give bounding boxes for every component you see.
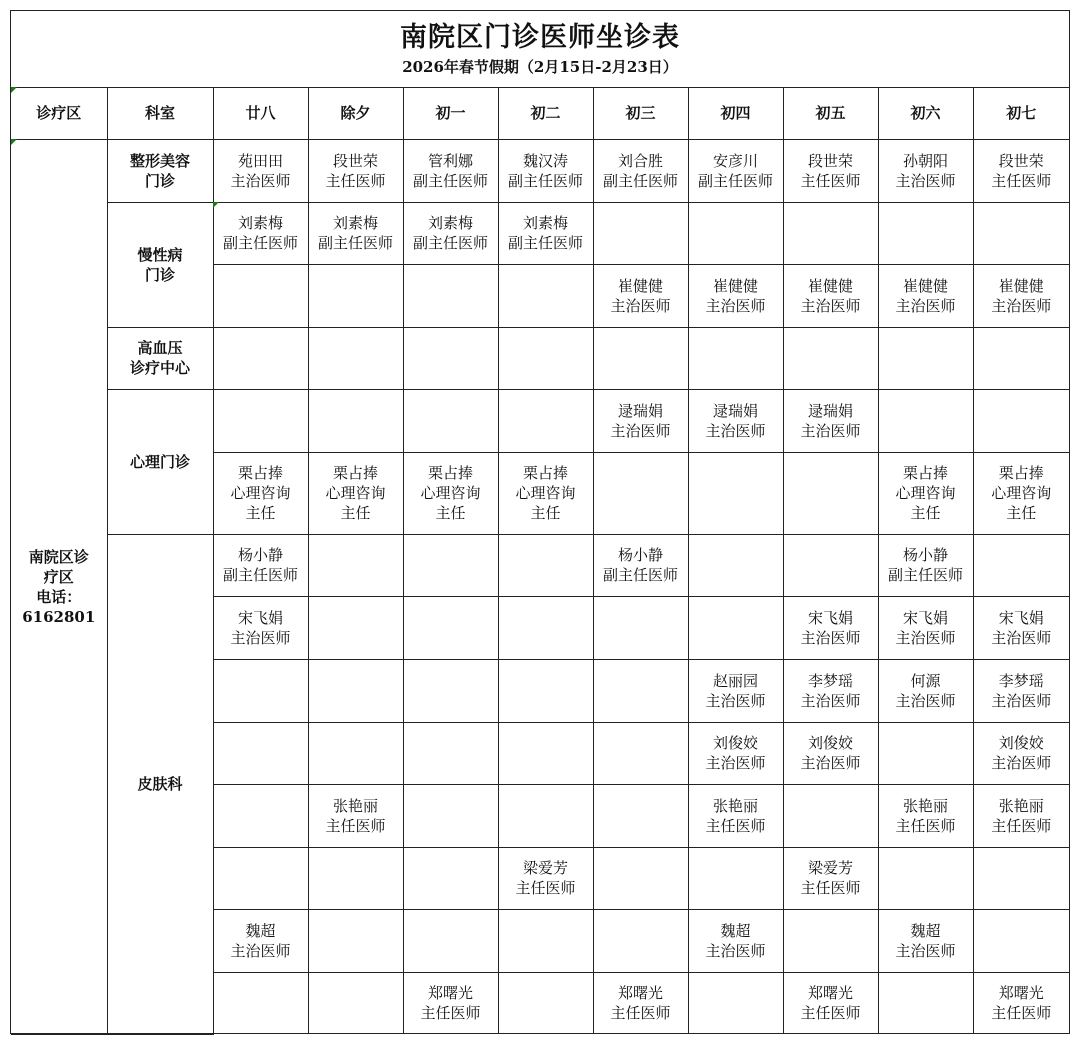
cell-text-line: 主治医师 bbox=[991, 754, 1052, 772]
header-day-chuwu: 初五 bbox=[783, 87, 878, 139]
cell-text-line: 主任医师 bbox=[991, 1004, 1052, 1023]
doctor-cell bbox=[403, 202, 498, 264]
cell-text-line: 魏汉涛 bbox=[522, 151, 568, 170]
empty-cell bbox=[403, 389, 498, 452]
empty-cell bbox=[688, 534, 783, 596]
empty-cell bbox=[593, 847, 688, 909]
cell-text-line: 主治医师 bbox=[991, 628, 1052, 647]
cell-text-line: 副主任医师 bbox=[697, 171, 773, 190]
cell-text-line: 杨小静 bbox=[617, 546, 663, 564]
cell-text-line: 刘俊姣 bbox=[998, 734, 1044, 752]
doctor-cell bbox=[213, 909, 308, 972]
doctor-cell bbox=[593, 534, 688, 596]
doctor-cell bbox=[213, 139, 308, 202]
cell-text-line: 李梦瑶 bbox=[807, 671, 853, 690]
empty-cell bbox=[403, 847, 498, 909]
empty-cell bbox=[878, 202, 973, 264]
doctor-cell bbox=[213, 534, 308, 596]
doctor-cell bbox=[688, 722, 783, 784]
empty-cell bbox=[688, 202, 783, 264]
empty-cell bbox=[878, 389, 973, 452]
empty-cell bbox=[213, 327, 308, 389]
cell-text-line: 主治医师 bbox=[705, 941, 766, 960]
cell-text-line: 主治医师 bbox=[230, 171, 291, 190]
doctor-cell bbox=[783, 722, 878, 784]
doctor-cell bbox=[688, 909, 783, 972]
empty-cell bbox=[403, 659, 498, 722]
table-row bbox=[11, 139, 1069, 202]
empty-cell bbox=[403, 909, 498, 972]
doctor-cell bbox=[593, 139, 688, 202]
cell-text-line: 主任医师 bbox=[515, 879, 576, 897]
empty-cell bbox=[213, 972, 308, 1034]
empty-cell bbox=[783, 534, 878, 596]
cell-text-line: 心理咨询 bbox=[895, 484, 956, 502]
empty-cell bbox=[593, 327, 688, 389]
cell-text-line: 主任医师 bbox=[800, 171, 861, 190]
cell-text-line: 主治医师 bbox=[895, 171, 956, 190]
empty-cell bbox=[498, 389, 593, 452]
cell-text-line: 张艳丽 bbox=[332, 796, 378, 815]
doctor-cell bbox=[783, 139, 878, 202]
empty-cell bbox=[308, 722, 403, 784]
cell-text-line: 郑曙光 bbox=[427, 984, 473, 1003]
empty-cell bbox=[403, 784, 498, 847]
empty-cell bbox=[593, 722, 688, 784]
cell-text-line: 杨小静 bbox=[237, 546, 283, 564]
page-subtitle: 2026年春节假期（2月15日-2月23日） bbox=[402, 58, 678, 76]
cell-text-line: 逯瑞娟 bbox=[712, 401, 758, 420]
cell-text-line: 宋飞娟 bbox=[237, 608, 283, 627]
empty-cell bbox=[688, 452, 783, 534]
schedule-sheet bbox=[10, 10, 1070, 1034]
cell-text-line: 主治医师 bbox=[610, 296, 671, 315]
cell-text-line: 主治医师 bbox=[230, 941, 291, 960]
cell-text-line: 栗占捧 bbox=[237, 464, 283, 482]
doctor-cell bbox=[308, 784, 403, 847]
cell-text-line: 崔健健 bbox=[617, 276, 663, 295]
empty-cell bbox=[308, 596, 403, 659]
empty-cell bbox=[688, 596, 783, 659]
empty-cell bbox=[688, 327, 783, 389]
cell-text-line: 崔健健 bbox=[807, 276, 853, 295]
empty-cell bbox=[878, 847, 973, 909]
doctor-cell bbox=[593, 389, 688, 452]
doctor-cell bbox=[973, 264, 1069, 327]
doctor-cell bbox=[688, 264, 783, 327]
cell-text-line: 管利娜 bbox=[427, 151, 473, 170]
empty-cell bbox=[593, 202, 688, 264]
doctor-cell bbox=[498, 202, 593, 264]
empty-cell bbox=[498, 784, 593, 847]
doctor-cell bbox=[783, 847, 878, 909]
empty-cell bbox=[593, 784, 688, 847]
cell-text-line: 刘俊姣 bbox=[807, 734, 853, 752]
doctor-cell bbox=[973, 972, 1069, 1034]
cell-text-line: 主任医师 bbox=[895, 816, 956, 835]
empty-cell bbox=[308, 972, 403, 1034]
doctor-cell bbox=[688, 659, 783, 722]
cell-text-line: 主治医师 bbox=[800, 628, 861, 647]
doctor-cell bbox=[878, 659, 973, 722]
cell-text-line: 心理咨询 bbox=[515, 484, 576, 502]
doctor-cell bbox=[403, 452, 498, 534]
cell-text-line: 主治医师 bbox=[800, 296, 861, 315]
cell-marker bbox=[11, 139, 17, 145]
cell-text-line: 郑曙光 bbox=[998, 984, 1044, 1003]
empty-cell bbox=[498, 659, 593, 722]
cell-text-line: 魏超 bbox=[910, 921, 941, 940]
doctor-cell bbox=[878, 452, 973, 534]
cell-text-line: 副主任医师 bbox=[412, 171, 488, 190]
cell-text-line: 李梦瑶 bbox=[998, 671, 1044, 690]
doctor-cell bbox=[688, 784, 783, 847]
empty-cell bbox=[498, 327, 593, 389]
cell-text-line: 主治医师 bbox=[895, 628, 956, 647]
cell-text-line: 刘素梅 bbox=[522, 214, 568, 232]
doctor-cell bbox=[783, 596, 878, 659]
cell-text-line: 主治医师 bbox=[230, 628, 291, 647]
empty-cell bbox=[498, 909, 593, 972]
cell-text-line: 栗占捧 bbox=[332, 464, 378, 482]
doctor-cell bbox=[973, 784, 1069, 847]
doctor-cell bbox=[878, 534, 973, 596]
dept-psychology: 心理门诊 bbox=[107, 389, 213, 534]
empty-cell bbox=[213, 784, 308, 847]
cell-text-line: 副主任医师 bbox=[317, 234, 393, 252]
empty-cell bbox=[403, 327, 498, 389]
cell-text-line: 疗区 bbox=[43, 567, 74, 586]
empty-cell bbox=[213, 659, 308, 722]
cell-text-line: 副主任医师 bbox=[507, 171, 583, 190]
cell-text-line: 副主任医师 bbox=[602, 171, 678, 190]
header-area: 诊疗区 bbox=[11, 87, 107, 139]
empty-cell bbox=[783, 327, 878, 389]
header-day-chuer: 初二 bbox=[498, 87, 593, 139]
doctor-cell bbox=[403, 972, 498, 1034]
doctor-cell bbox=[308, 452, 403, 534]
cell-text-line: 副主任医师 bbox=[222, 234, 298, 252]
empty-cell bbox=[308, 389, 403, 452]
header-day-chuliu: 初六 bbox=[878, 87, 973, 139]
doctor-cell bbox=[213, 202, 308, 264]
cell-text-line: 主治医师 bbox=[705, 296, 766, 315]
empty-cell bbox=[973, 909, 1069, 972]
doctor-cell bbox=[878, 596, 973, 659]
cell-text-line: 副主任医师 bbox=[887, 566, 963, 584]
cell-text-line: 主治医师 bbox=[705, 691, 766, 710]
cell-text-line: 主治医师 bbox=[800, 421, 861, 440]
cell-text-line: 主任 bbox=[245, 504, 276, 522]
cell-text-line: 栗占捧 bbox=[998, 464, 1044, 482]
cell-text-line: 心理咨询 bbox=[325, 484, 386, 502]
empty-cell bbox=[498, 534, 593, 596]
cell-text-line: 主治医师 bbox=[705, 421, 766, 440]
doctor-cell bbox=[973, 452, 1069, 534]
cell-text-line: 宋飞娟 bbox=[902, 608, 948, 627]
cell-text-line: 主治医师 bbox=[800, 754, 861, 772]
empty-cell bbox=[688, 847, 783, 909]
cell-text-line: 主任医师 bbox=[800, 879, 861, 897]
doctor-cell bbox=[973, 596, 1069, 659]
cell-marker bbox=[213, 202, 219, 208]
cell-text-line: 主治医师 bbox=[705, 754, 766, 772]
dept-hypertension-center bbox=[107, 327, 213, 389]
cell-text-line: 高血压 bbox=[137, 339, 183, 357]
empty-cell bbox=[878, 722, 973, 784]
cell-text-line: 主任 bbox=[435, 504, 466, 522]
doctor-cell bbox=[973, 139, 1069, 202]
empty-cell bbox=[308, 847, 403, 909]
empty-cell bbox=[688, 972, 783, 1034]
cell-text-line: 主任医师 bbox=[420, 1004, 481, 1023]
empty-cell bbox=[403, 264, 498, 327]
empty-cell bbox=[973, 389, 1069, 452]
cell-text-line: 郑曙光 bbox=[617, 984, 663, 1003]
doctor-cell bbox=[878, 264, 973, 327]
cell-text-line: 张艳丽 bbox=[998, 796, 1044, 815]
cell-text-line: 刘俊姣 bbox=[712, 734, 758, 752]
cell-text-line: 赵丽园 bbox=[712, 671, 758, 690]
title-block bbox=[11, 11, 1069, 88]
empty-cell bbox=[783, 452, 878, 534]
cell-text-line: 副主任医师 bbox=[412, 234, 488, 252]
empty-cell bbox=[213, 389, 308, 452]
doctor-cell bbox=[878, 139, 973, 202]
doctor-cell bbox=[498, 452, 593, 534]
empty-cell bbox=[308, 534, 403, 596]
cell-text-line: 何源 bbox=[910, 671, 941, 690]
doctor-cell bbox=[213, 452, 308, 534]
cell-text-line: 主任医师 bbox=[705, 816, 766, 835]
empty-cell bbox=[403, 722, 498, 784]
empty-cell bbox=[498, 264, 593, 327]
cell-text-line: 电话： bbox=[36, 587, 82, 606]
cell-text-line: 梁爱芳 bbox=[807, 859, 853, 877]
cell-text-line: 崔健健 bbox=[712, 276, 758, 295]
doctor-cell bbox=[688, 139, 783, 202]
cell-text-line: 苑田田 bbox=[237, 151, 283, 170]
page-title: 南院区门诊医师坐诊表 bbox=[400, 22, 680, 53]
dept-plastic-surgery bbox=[107, 139, 213, 202]
header-day-chuxi: 除夕 bbox=[308, 87, 403, 139]
cell-text-line: 主任 bbox=[530, 504, 561, 522]
cell-text-line: 整形美容 bbox=[129, 151, 190, 170]
empty-cell bbox=[973, 202, 1069, 264]
doctor-cell bbox=[403, 139, 498, 202]
empty-cell bbox=[878, 327, 973, 389]
doctor-cell bbox=[308, 202, 403, 264]
empty-cell bbox=[593, 659, 688, 722]
cell-text-line: 刘素梅 bbox=[332, 214, 378, 232]
header-day-chuyi: 初一 bbox=[403, 87, 498, 139]
doctor-cell bbox=[593, 972, 688, 1034]
cell-text-line: 刘素梅 bbox=[427, 214, 473, 232]
cell-text-line: 南院区诊 bbox=[28, 547, 89, 566]
cell-marker bbox=[11, 87, 17, 93]
doctor-cell bbox=[213, 596, 308, 659]
doctor-cell bbox=[688, 389, 783, 452]
empty-cell bbox=[308, 264, 403, 327]
header-day-chusan: 初三 bbox=[593, 87, 688, 139]
cell-text-line: 梁爱芳 bbox=[522, 859, 568, 877]
cell-text-line: 主治医师 bbox=[991, 296, 1052, 315]
empty-cell bbox=[498, 722, 593, 784]
cell-text-line: 主任医师 bbox=[325, 171, 386, 190]
cell-text-line: 主任 bbox=[1006, 504, 1037, 522]
cell-text-line: 段世荣 bbox=[807, 151, 853, 170]
empty-cell bbox=[213, 264, 308, 327]
cell-text-line: 孙朝阳 bbox=[902, 151, 948, 170]
cell-text-line: 主治医师 bbox=[610, 421, 671, 440]
cell-text-line: 心理咨询 bbox=[991, 484, 1052, 502]
cell-text-line: 栗占捧 bbox=[522, 464, 568, 482]
empty-cell bbox=[973, 847, 1069, 909]
cell-text-line: 主任 bbox=[910, 504, 941, 522]
empty-cell bbox=[973, 327, 1069, 389]
table-row bbox=[11, 389, 1069, 452]
cell-text-line: 主任医师 bbox=[991, 816, 1052, 835]
cell-text-line: 主治医师 bbox=[895, 941, 956, 960]
cell-text-line: 主治医师 bbox=[895, 296, 956, 315]
empty-cell bbox=[498, 596, 593, 659]
empty-cell bbox=[783, 909, 878, 972]
doctor-cell bbox=[783, 972, 878, 1034]
cell-text-line: 门诊 bbox=[144, 171, 175, 190]
cell-text-line: 副主任医师 bbox=[222, 566, 298, 584]
doctor-cell bbox=[783, 264, 878, 327]
empty-cell bbox=[403, 534, 498, 596]
cell-text-line: 张艳丽 bbox=[712, 796, 758, 815]
cell-text-line: 刘合胜 bbox=[617, 151, 663, 170]
doctor-cell bbox=[593, 264, 688, 327]
cell-text-line: 栗占捧 bbox=[902, 464, 948, 482]
table-row bbox=[11, 202, 1069, 264]
doctor-cell bbox=[308, 139, 403, 202]
doctor-cell bbox=[973, 659, 1069, 722]
dept-dermatology: 皮肤科 bbox=[107, 534, 213, 1034]
doctor-cell bbox=[973, 722, 1069, 784]
cell-text-line: 宋飞娟 bbox=[807, 608, 853, 627]
table-row bbox=[11, 327, 1069, 389]
cell-text-line: 主任 bbox=[340, 504, 371, 522]
cell-text-line: 6162801 bbox=[22, 607, 96, 626]
empty-cell bbox=[308, 659, 403, 722]
empty-cell bbox=[593, 596, 688, 659]
empty-cell bbox=[973, 534, 1069, 596]
empty-cell bbox=[213, 722, 308, 784]
cell-text-line: 段世荣 bbox=[998, 151, 1044, 170]
cell-text-line: 主治医师 bbox=[895, 691, 956, 710]
empty-cell bbox=[308, 327, 403, 389]
cell-text-line: 门诊 bbox=[144, 265, 175, 284]
header-day-chusi: 初四 bbox=[688, 87, 783, 139]
doctor-cell bbox=[783, 389, 878, 452]
cell-text-line: 逯瑞娟 bbox=[617, 401, 663, 420]
header-department: 科室 bbox=[107, 87, 213, 139]
doctor-cell bbox=[498, 847, 593, 909]
empty-cell bbox=[498, 972, 593, 1034]
cell-text-line: 张艳丽 bbox=[902, 796, 948, 815]
cell-text-line: 杨小静 bbox=[902, 546, 948, 564]
doctor-cell bbox=[878, 784, 973, 847]
cell-text-line: 心理咨询 bbox=[420, 484, 481, 502]
cell-text-line: 安彦川 bbox=[712, 151, 758, 170]
cell-text-line: 副主任医师 bbox=[602, 566, 678, 584]
header-row bbox=[11, 87, 1069, 139]
cell-text-line: 崔健健 bbox=[998, 276, 1044, 295]
empty-cell bbox=[783, 202, 878, 264]
cell-text-line: 主任医师 bbox=[325, 816, 386, 835]
cell-text-line: 主任医师 bbox=[610, 1004, 671, 1023]
doctor-cell bbox=[498, 139, 593, 202]
empty-cell bbox=[593, 452, 688, 534]
cell-text-line: 心理咨询 bbox=[230, 484, 291, 502]
cell-text-line: 刘素梅 bbox=[237, 214, 283, 232]
cell-text-line: 主治医师 bbox=[991, 691, 1052, 710]
header-day-ershiba: 廿八 bbox=[213, 87, 308, 139]
cell-text-line: 崔健健 bbox=[902, 276, 948, 295]
dept-chronic-disease bbox=[107, 202, 213, 327]
cell-text-line: 慢性病 bbox=[137, 245, 183, 264]
cell-text-line: 诊疗中心 bbox=[129, 359, 190, 377]
cell-text-line: 副主任医师 bbox=[507, 234, 583, 252]
empty-cell bbox=[213, 847, 308, 909]
cell-text-line: 主治医师 bbox=[800, 691, 861, 710]
cell-text-line: 逯瑞娟 bbox=[807, 401, 853, 420]
empty-cell bbox=[403, 596, 498, 659]
cell-text-line: 宋飞娟 bbox=[998, 608, 1044, 627]
empty-cell bbox=[783, 784, 878, 847]
empty-cell bbox=[878, 972, 973, 1034]
header-day-chuqi: 初七 bbox=[973, 87, 1069, 139]
doctor-cell bbox=[878, 909, 973, 972]
cell-text-line: 主任医师 bbox=[800, 1004, 861, 1023]
cell-text-line: 魏超 bbox=[720, 921, 751, 940]
cell-text-line: 郑曙光 bbox=[807, 984, 853, 1003]
empty-cell bbox=[593, 909, 688, 972]
doctor-cell bbox=[783, 659, 878, 722]
schedule-table bbox=[11, 87, 1069, 1035]
table-row bbox=[11, 534, 1069, 596]
cell-text-line: 段世荣 bbox=[332, 151, 378, 170]
empty-cell bbox=[308, 909, 403, 972]
cell-text-line: 魏超 bbox=[245, 921, 276, 940]
cell-text-line: 栗占捧 bbox=[427, 464, 473, 482]
cell-text-line: 主任医师 bbox=[991, 171, 1052, 190]
area-cell bbox=[11, 139, 107, 1034]
